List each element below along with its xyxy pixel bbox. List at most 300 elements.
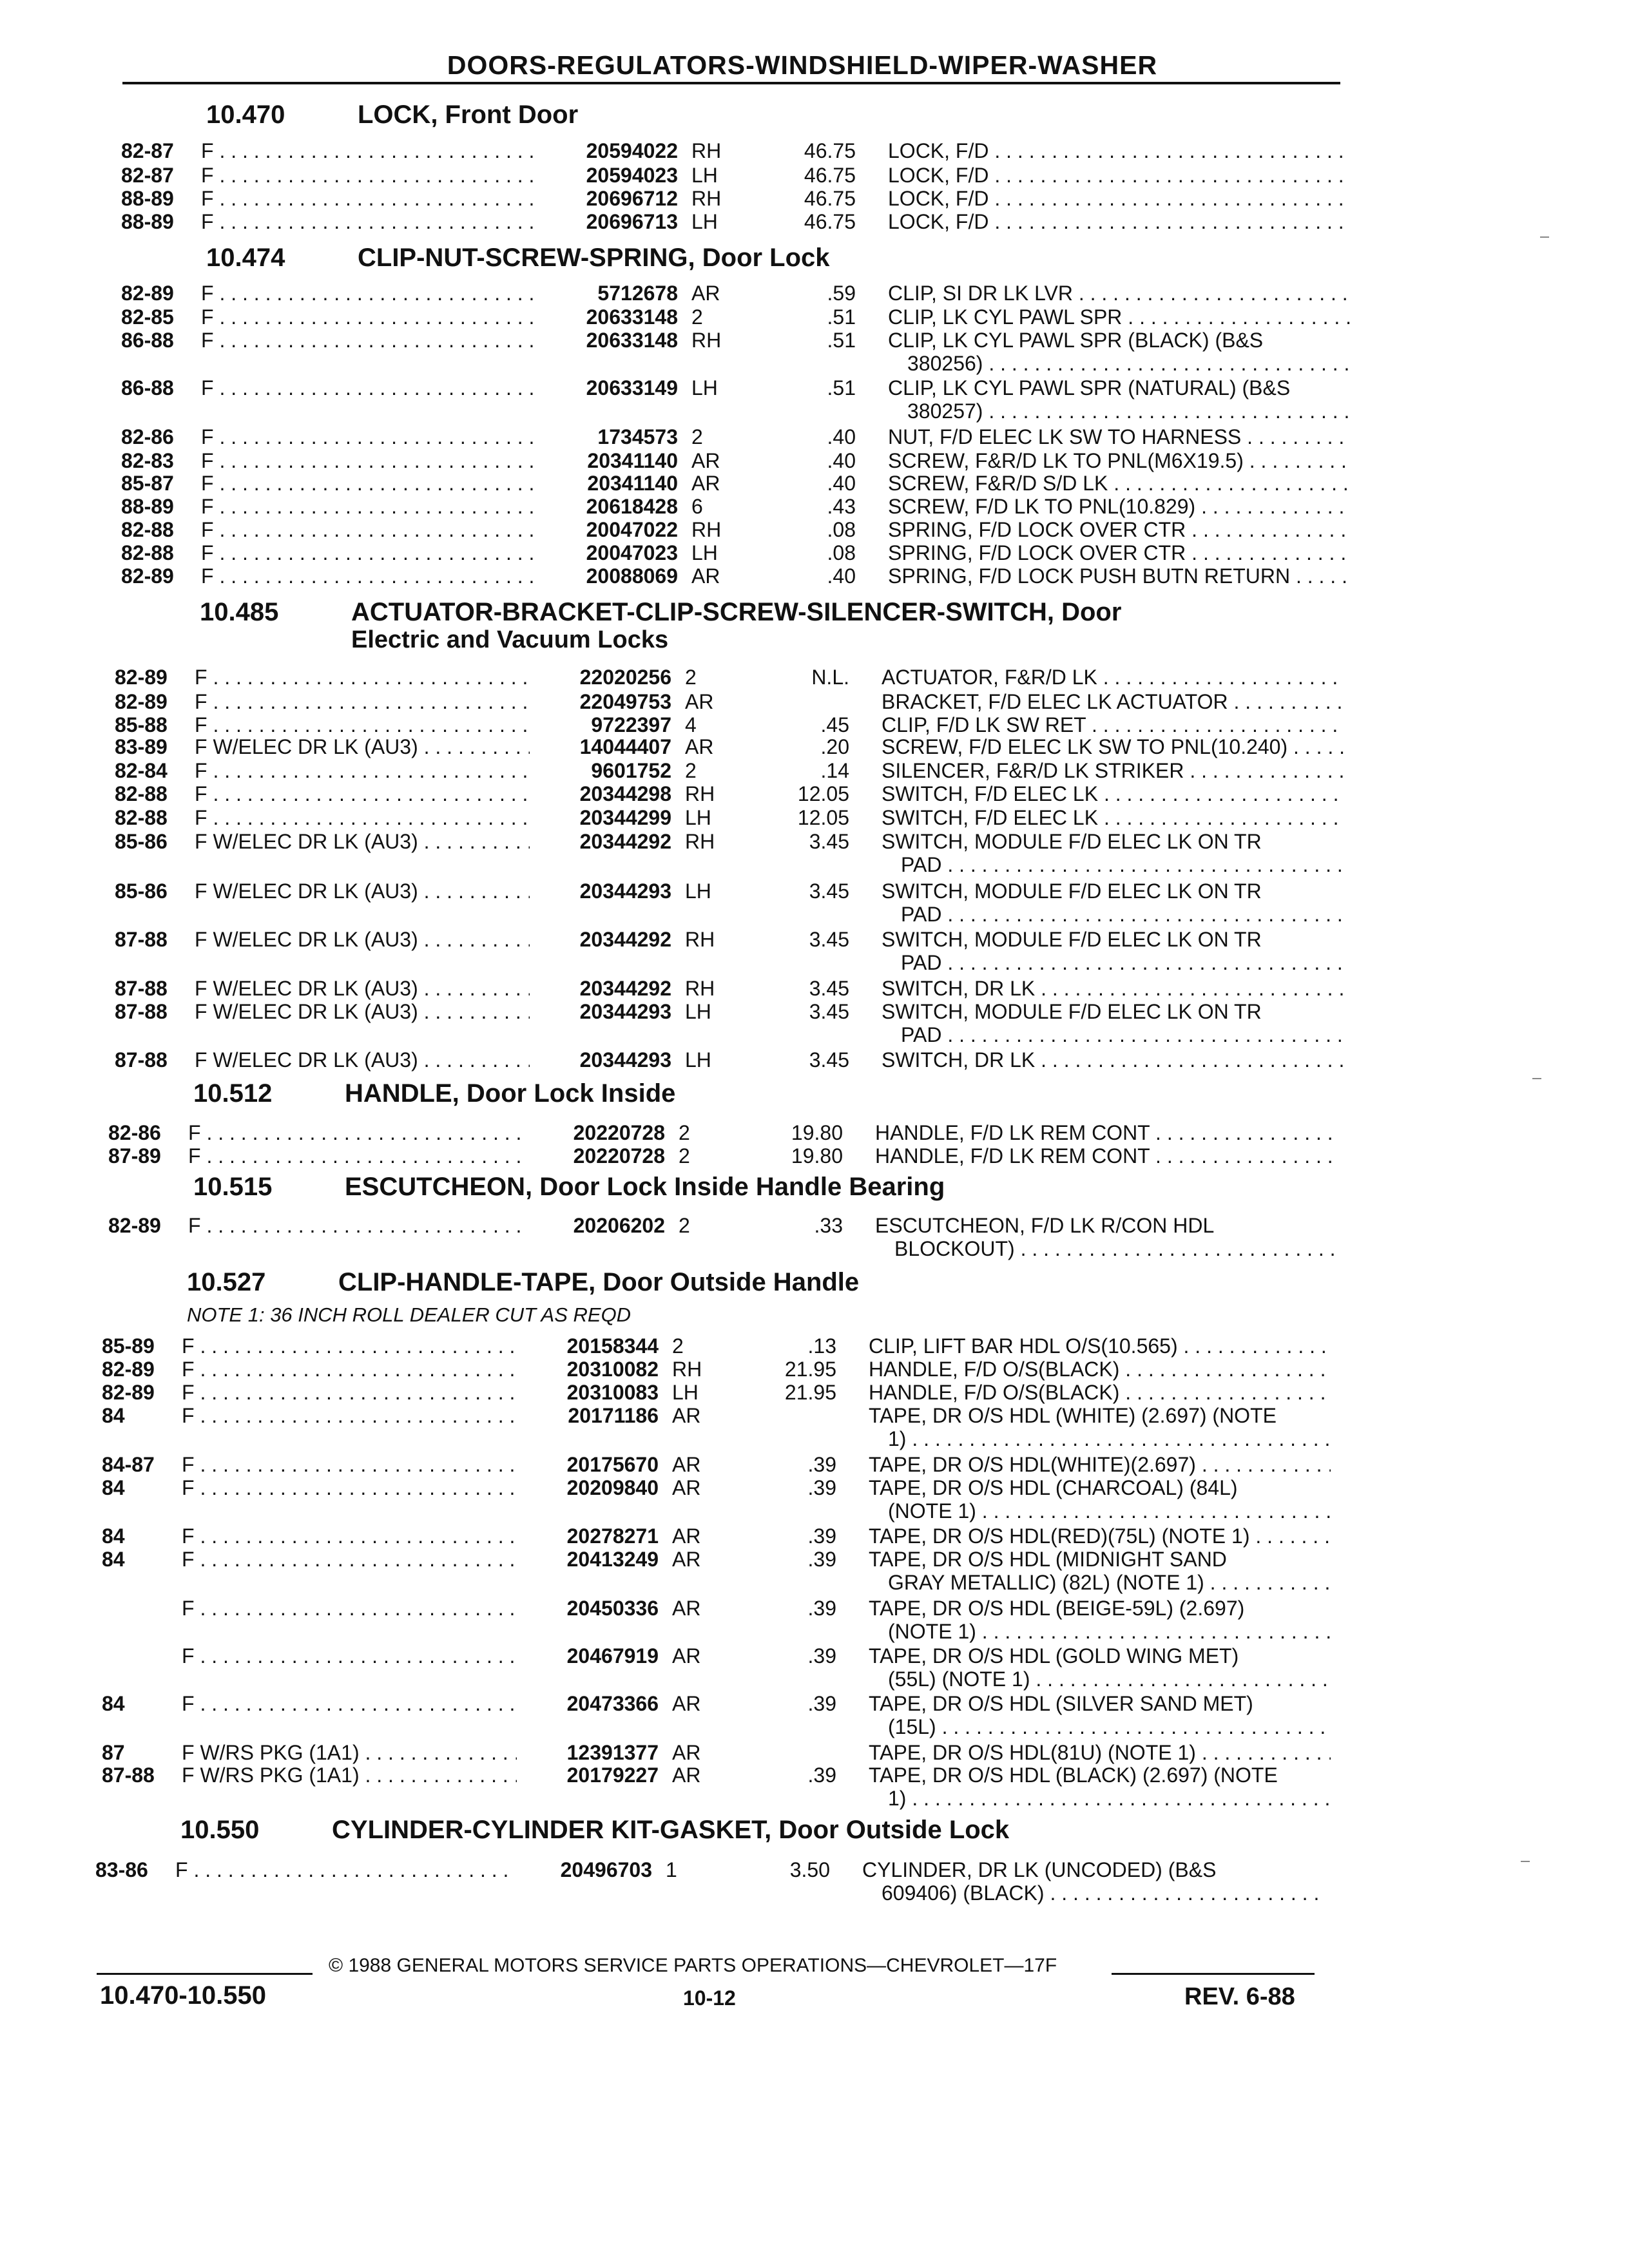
part-number: 20341140 — [587, 472, 678, 495]
part-number: 20594023 — [586, 164, 678, 187]
application-text: F — [195, 806, 207, 829]
price: 3.45 — [809, 1048, 849, 1072]
quantity: AR — [685, 690, 714, 713]
application — [201, 376, 536, 399]
description — [882, 1000, 1344, 1046]
description — [882, 735, 1344, 758]
application-text: F W/RS PKG (1A1) — [182, 1741, 360, 1764]
description-line: (NOTE 1) . . . — [869, 1499, 1331, 1523]
application — [195, 1048, 530, 1072]
application-text: F — [201, 425, 214, 448]
model-years: 84 — [102, 1524, 125, 1548]
application — [201, 139, 536, 162]
price: .59 — [827, 282, 856, 305]
application — [195, 735, 530, 758]
price: 19.80 — [791, 1144, 843, 1168]
description-line: (15L) . . . — [869, 1715, 1331, 1738]
description-line: TAPE, DR O/S HDL(81U) (NOTE 1) . . . — [869, 1741, 1331, 1764]
model-years: 82-88 — [115, 782, 168, 805]
description-line: HANDLE, F/D LK REM CONT . . . — [875, 1121, 1337, 1144]
quantity: AR — [672, 1741, 701, 1764]
description-line: CLIP, SI DR LK LVR . . . — [888, 282, 1350, 305]
application — [182, 1476, 517, 1499]
section-title — [206, 244, 830, 273]
section-title — [206, 101, 578, 130]
description — [869, 1763, 1331, 1810]
price: .39 — [807, 1763, 836, 1787]
quantity: RH — [685, 977, 715, 1000]
price: .40 — [827, 564, 856, 588]
quantity: LH — [691, 210, 718, 233]
section-heading: ACTUATOR-BRACKET-CLIP-SCREW-SILENCER-SWITCH, Door — [351, 598, 1122, 626]
quantity: AR — [672, 1692, 701, 1715]
description-line: PAD . . . — [882, 1023, 1344, 1046]
quantity: RH — [691, 518, 722, 541]
description-line: TAPE, DR O/S HDL(WHITE)(2.697) . . . — [869, 1453, 1331, 1476]
description-line: CLIP, LK CYL PAWL SPR (BLACK) (B&S — [888, 329, 1264, 352]
model-years: 87-88 — [115, 1048, 168, 1072]
price: 3.45 — [809, 928, 849, 951]
description — [888, 495, 1350, 518]
description — [875, 1144, 1337, 1168]
application — [188, 1214, 523, 1237]
part-number: 20278271 — [566, 1524, 659, 1548]
part-number: 20344293 — [579, 1048, 671, 1072]
description — [888, 282, 1350, 305]
application — [195, 759, 530, 782]
quantity: RH — [685, 830, 715, 853]
section-heading: HANDLE, Door Lock Inside — [345, 1079, 676, 1108]
application — [201, 564, 536, 588]
part-number: 22020256 — [579, 666, 671, 689]
application-text: F — [182, 1524, 195, 1548]
description — [888, 425, 1350, 448]
quantity: AR — [672, 1453, 701, 1476]
description-line: 609406) (BLACK) . . . — [862, 1881, 1324, 1905]
model-years: 82-89 — [121, 282, 174, 305]
quantity: LH — [691, 376, 718, 399]
description — [888, 541, 1350, 564]
part-number: 20344293 — [579, 1000, 671, 1023]
application-text: F — [201, 329, 214, 352]
application-text: F — [188, 1214, 201, 1237]
model-years: 87 — [102, 1741, 125, 1764]
model-years: 87-88 — [115, 977, 168, 1000]
quantity: 2 — [691, 425, 703, 448]
part-number: 20158344 — [566, 1334, 659, 1358]
part-number: 20344299 — [579, 806, 671, 829]
description — [882, 830, 1344, 876]
model-years: 85-86 — [115, 879, 168, 903]
part-number: 20171186 — [568, 1404, 659, 1427]
application-text: F — [201, 449, 214, 472]
part-number: 9722397 — [591, 713, 671, 736]
price: 3.50 — [789, 1858, 830, 1881]
description-line: LOCK, F/D . . . — [888, 164, 1350, 187]
application — [195, 928, 530, 951]
quantity: 2 — [685, 759, 697, 782]
model-years: 85-86 — [115, 830, 168, 853]
section-title — [193, 1173, 945, 1202]
quantity: AR — [691, 282, 720, 305]
section-heading: ESCUTCHEON, Door Lock Inside Handle Bearing — [345, 1173, 945, 1201]
quantity: 2 — [672, 1334, 684, 1358]
section-heading: CLIP-NUT-SCREW-SPRING, Door Lock — [358, 244, 830, 272]
application — [195, 690, 530, 713]
quantity: 6 — [691, 495, 703, 518]
application — [182, 1644, 517, 1667]
description — [869, 1358, 1331, 1381]
quantity: LH — [691, 541, 718, 564]
price: .51 — [827, 305, 856, 329]
description — [869, 1404, 1331, 1450]
description — [869, 1644, 1331, 1691]
description-line: PAD . . . — [882, 903, 1344, 926]
application — [201, 210, 536, 233]
part-number: 20467919 — [566, 1644, 659, 1667]
description-line: (NOTE 1) . . . — [869, 1620, 1331, 1643]
part-number: 20220728 — [573, 1144, 665, 1168]
footer-page-number: 10-12 — [683, 1986, 736, 2010]
quantity: RH — [685, 782, 715, 805]
description — [869, 1334, 1331, 1358]
application — [201, 305, 536, 329]
part-number: 20088069 — [586, 564, 678, 588]
part-number: 20633149 — [586, 376, 678, 399]
application-text: F W/ELEC DR LK (AU3) — [195, 830, 418, 853]
description — [869, 1548, 1331, 1594]
application-text: F — [182, 1358, 195, 1381]
price: .39 — [807, 1644, 836, 1667]
application — [188, 1144, 523, 1168]
part-number: 14044407 — [579, 735, 671, 758]
model-years: 84 — [102, 1476, 125, 1499]
description-line: SWITCH, DR LK . . . — [882, 977, 1344, 1000]
quantity: RH — [691, 329, 722, 352]
description — [882, 713, 1344, 736]
description-line: NUT, F/D ELEC LK SW TO HARNESS . . . — [888, 425, 1350, 448]
application-text: F — [201, 139, 214, 162]
application-text: F — [201, 305, 214, 329]
part-number: 20047023 — [586, 541, 678, 564]
part-number: 20696712 — [586, 187, 678, 210]
part-number: 20179227 — [566, 1763, 659, 1787]
application-text: F — [201, 541, 214, 564]
part-number: 1734573 — [597, 425, 678, 448]
part-number: 20633148 — [586, 329, 678, 352]
model-years: 82-89 — [115, 690, 168, 713]
application — [195, 713, 530, 736]
application — [182, 1381, 517, 1404]
application-text: F — [188, 1121, 201, 1144]
price: 46.75 — [804, 164, 856, 187]
price: .40 — [827, 425, 856, 448]
description-line: HANDLE, F/D LK REM CONT . . . — [875, 1144, 1337, 1168]
quantity: LH — [685, 1048, 711, 1072]
application — [201, 282, 536, 305]
model-years: 88-89 — [121, 187, 174, 210]
model-years: 84 — [102, 1692, 125, 1715]
description-line: SPRING, F/D LOCK OVER CTR . . . — [888, 518, 1350, 541]
description — [888, 329, 1350, 375]
price: .45 — [820, 713, 849, 736]
application-text: F — [201, 564, 214, 588]
section-heading: LOCK, Front Door — [358, 101, 579, 129]
price: 3.45 — [809, 830, 849, 853]
description — [869, 1597, 1331, 1643]
description — [869, 1524, 1331, 1548]
model-years: 88-89 — [121, 495, 174, 518]
model-years: 82-89 — [121, 564, 174, 588]
application-text: F — [201, 518, 214, 541]
description-line: SCREW, F&R/D S/D LK . . . — [888, 472, 1350, 495]
application — [201, 164, 536, 187]
quantity: 2 — [679, 1144, 690, 1168]
model-years: 82-88 — [121, 541, 174, 564]
price: 12.05 — [797, 806, 849, 829]
description — [882, 782, 1344, 805]
application-text: F — [188, 1144, 201, 1168]
quantity: AR — [672, 1524, 701, 1548]
model-years: 84 — [102, 1548, 125, 1571]
section-number: 10.515 — [193, 1173, 273, 1201]
application — [201, 425, 536, 448]
application — [182, 1453, 517, 1476]
description-line: PAD . . . — [882, 853, 1344, 876]
model-years: 85-87 — [121, 472, 174, 495]
part-number: 20618428 — [586, 495, 678, 518]
part-number: 20344292 — [579, 977, 671, 1000]
part-number: 20413249 — [566, 1548, 659, 1571]
description — [888, 187, 1350, 210]
description — [888, 564, 1350, 588]
application-text: F — [195, 666, 207, 689]
application — [201, 472, 536, 495]
application-text: F W/RS PKG (1A1) — [182, 1763, 360, 1787]
application — [201, 449, 536, 472]
application — [182, 1741, 517, 1764]
quantity: AR — [691, 472, 720, 495]
part-number: 20206202 — [573, 1214, 665, 1237]
description-line: 1) . . . — [869, 1787, 1331, 1810]
description — [888, 518, 1350, 541]
description-line: GRAY METALLIC) (82L) (NOTE 1) . . . — [869, 1571, 1331, 1594]
quantity: 1 — [666, 1858, 677, 1881]
description — [882, 759, 1344, 782]
quantity: AR — [672, 1404, 701, 1427]
description-line: 1) . . . — [869, 1427, 1331, 1450]
description-line: CLIP, LK CYL PAWL SPR (NATURAL) (B&S — [888, 376, 1291, 399]
description-line: 380257) . . . — [888, 399, 1350, 423]
application-text: F — [175, 1858, 188, 1881]
description-line: PAD . . . — [882, 951, 1344, 974]
description-line: TAPE, DR O/S HDL (BEIGE-59L) (2.697) — [869, 1597, 1245, 1620]
description — [888, 376, 1350, 423]
application — [195, 879, 530, 903]
description-line: HANDLE, F/D O/S(BLACK) . . . — [869, 1381, 1331, 1404]
description-line: SCREW, F/D LK TO PNL(10.829) . . . — [888, 495, 1350, 518]
model-years: 87-88 — [102, 1763, 155, 1787]
description — [888, 210, 1350, 233]
section-number: 10.550 — [180, 1816, 260, 1844]
part-number: 22049753 — [579, 690, 671, 713]
model-years: 84-87 — [102, 1453, 155, 1476]
description-line: SWITCH, F/D ELEC LK . . . — [882, 782, 1344, 805]
price: .39 — [807, 1524, 836, 1548]
quantity: 2 — [691, 305, 703, 329]
description-line: BLOCKOUT) . . . — [875, 1237, 1337, 1260]
application — [182, 1763, 517, 1787]
margin-tick — [1521, 1861, 1530, 1862]
price: .40 — [827, 472, 856, 495]
description-line: HANDLE, F/D O/S(BLACK) . . . — [869, 1358, 1331, 1381]
application-text: F — [195, 782, 207, 805]
footer-rule-left — [97, 1973, 313, 1975]
description — [869, 1453, 1331, 1476]
section-number: 10.474 — [206, 244, 285, 272]
model-years: 82-84 — [115, 759, 168, 782]
part-number: 5712678 — [597, 282, 678, 305]
description-line: CLIP, LIFT BAR HDL O/S(10.565) . . . — [869, 1334, 1331, 1358]
price: .39 — [807, 1692, 836, 1715]
quantity: AR — [672, 1644, 701, 1667]
price: 3.45 — [809, 977, 849, 1000]
application-text: F — [201, 210, 214, 233]
section-number: 10.512 — [193, 1079, 273, 1108]
price: .39 — [807, 1548, 836, 1571]
application-text: F — [195, 690, 207, 713]
quantity: LH — [672, 1381, 699, 1404]
quantity: 2 — [685, 666, 697, 689]
description — [888, 472, 1350, 495]
price: .14 — [820, 759, 849, 782]
application-text: F — [182, 1692, 195, 1715]
model-years: 82-85 — [121, 305, 174, 329]
part-number: 20310082 — [566, 1358, 659, 1381]
description — [888, 164, 1350, 187]
application-text: F — [182, 1644, 195, 1667]
quantity: RH — [672, 1358, 702, 1381]
description-line: TAPE, DR O/S HDL (SILVER SAND MET) — [869, 1692, 1253, 1715]
description-line: SWITCH, MODULE F/D ELEC LK ON TR — [882, 830, 1262, 853]
description-line: SWITCH, MODULE F/D ELEC LK ON TR — [882, 928, 1262, 951]
description-line: TAPE, DR O/S HDL (BLACK) (2.697) (NOTE — [869, 1763, 1278, 1787]
part-number: 20209840 — [566, 1476, 659, 1499]
model-years: 87-89 — [108, 1144, 161, 1168]
quantity: 2 — [679, 1214, 690, 1237]
application-text: F — [201, 376, 214, 399]
price: 21.95 — [784, 1358, 836, 1381]
price: .39 — [807, 1453, 836, 1476]
description — [888, 139, 1350, 162]
footer-rule-right — [1112, 1973, 1315, 1975]
application — [201, 541, 536, 564]
price: .51 — [827, 376, 856, 399]
price: N.L. — [811, 666, 849, 689]
model-years: 83-86 — [95, 1858, 148, 1881]
description-line: LOCK, F/D . . . — [888, 139, 1350, 162]
quantity: LH — [685, 806, 711, 829]
application — [182, 1548, 517, 1571]
quantity: RH — [691, 139, 722, 162]
description-line: SILENCER, F&R/D LK STRIKER . . . — [882, 759, 1344, 782]
model-years: 82-89 — [108, 1214, 161, 1237]
application-text: F — [195, 759, 207, 782]
application — [182, 1404, 517, 1427]
model-years: 85-88 — [115, 713, 168, 736]
description-line: ACTUATOR, F&R/D LK . . . — [882, 666, 1344, 689]
application — [195, 666, 530, 689]
description-line: LOCK, F/D . . . — [888, 187, 1350, 210]
model-years: 82-89 — [102, 1358, 155, 1381]
quantity: AR — [691, 564, 720, 588]
description-line: CLIP, LK CYL PAWL SPR . . . — [888, 305, 1350, 329]
footer-section-range: 10.470-10.550 — [100, 1981, 267, 2010]
quantity: LH — [691, 164, 718, 187]
description — [882, 928, 1344, 974]
application — [182, 1524, 517, 1548]
price: .13 — [807, 1334, 836, 1358]
section-heading: CLIP-HANDLE-TAPE, Door Outside Handle — [338, 1268, 860, 1296]
section-heading: CYLINDER-CYLINDER KIT-GASKET, Door Outside Lock — [332, 1816, 1010, 1844]
quantity: AR — [685, 735, 714, 758]
section-title — [193, 1079, 675, 1108]
margin-tick — [1540, 236, 1549, 238]
price: 46.75 — [804, 210, 856, 233]
description — [882, 1048, 1344, 1072]
description — [882, 977, 1344, 1000]
model-years: 88-89 — [121, 210, 174, 233]
model-years: 82-86 — [108, 1121, 161, 1144]
application — [201, 518, 536, 541]
description-line: SWITCH, MODULE F/D ELEC LK ON TR — [882, 1000, 1262, 1023]
price: 3.45 — [809, 879, 849, 903]
application-text: F — [195, 713, 207, 736]
quantity: AR — [672, 1476, 701, 1499]
margin-tick — [1532, 1078, 1541, 1079]
footer-copyright: © 1988 GENERAL MOTORS SERVICE PARTS OPERATIONS—CHEVROLET—17F — [329, 1955, 1057, 1976]
quantity: AR — [672, 1597, 701, 1620]
application-text: F — [201, 164, 214, 187]
application — [195, 782, 530, 805]
description — [875, 1214, 1337, 1260]
section-number: 10.470 — [206, 101, 285, 129]
description-line: SWITCH, DR LK . . . — [882, 1048, 1344, 1072]
application-text: F W/ELEC DR LK (AU3) — [195, 879, 418, 903]
description — [882, 690, 1344, 713]
application-text: F — [201, 472, 214, 495]
description-line: ESCUTCHEON, F/D LK R/CON HDL — [875, 1214, 1215, 1237]
description-line: SPRING, F/D LOCK PUSH BUTN RETURN . . . — [888, 564, 1350, 588]
description — [869, 1476, 1331, 1523]
part-number: 20473366 — [566, 1692, 659, 1715]
section-number: 10.527 — [187, 1268, 266, 1296]
application — [195, 830, 530, 853]
model-years: 82-88 — [115, 806, 168, 829]
application-text: F — [182, 1404, 195, 1427]
description-line: SCREW, F&R/D LK TO PNL(M6X19.5) . . . — [888, 449, 1350, 472]
model-years: 82-89 — [102, 1381, 155, 1404]
part-number: 20496703 — [560, 1858, 652, 1881]
section-title — [180, 1816, 1009, 1845]
price: .43 — [827, 495, 856, 518]
description — [888, 305, 1350, 329]
model-years: 85-89 — [102, 1334, 155, 1358]
price: 46.75 — [804, 187, 856, 210]
part-number: 20633148 — [586, 305, 678, 329]
price: .33 — [814, 1214, 843, 1237]
description-line: CLIP, F/D LK SW RET . . . — [882, 713, 1344, 736]
